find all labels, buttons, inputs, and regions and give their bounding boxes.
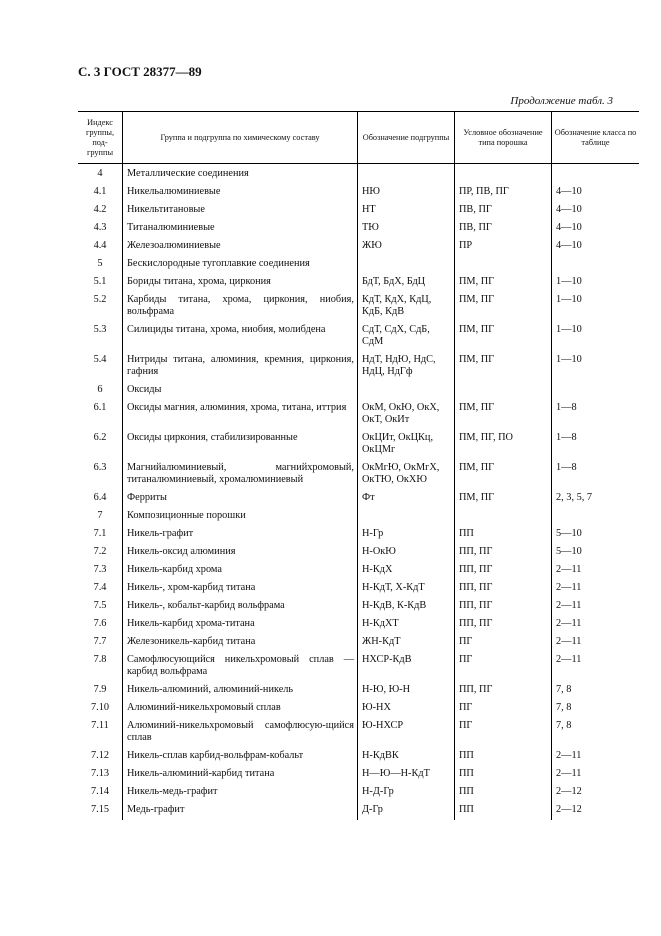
table-row	[78, 322, 639, 352]
row-subgroup-code: ОкМгЮ, ОкМгХ, ОкТЮ, ОкХЮ	[358, 460, 455, 490]
table-row	[78, 382, 639, 400]
row-index: 6.3	[93, 462, 107, 473]
row-subgroup-code: Н-Д-Гр	[358, 784, 455, 802]
row-powder-type: ПР, ПВ, ПГ	[455, 184, 552, 202]
row-subgroup-code: Н—Ю—Н-КдТ	[358, 766, 455, 784]
row-index: 7.8	[93, 654, 107, 665]
row-index: 7.11	[91, 720, 109, 731]
row-group-name: Композиционные порошки	[123, 508, 358, 526]
table-row	[78, 256, 639, 274]
row-class	[552, 256, 640, 274]
row-class: 2—11	[552, 580, 640, 598]
row-group-name: Бориды титана, хрома, циркония	[123, 274, 358, 292]
row-subgroup-code: КдТ, КдХ, КдЦ, КдБ, КдВ	[358, 292, 455, 322]
row-subgroup-code: Ю-НХСР	[358, 718, 455, 748]
row-powder-type	[455, 164, 552, 185]
row-group-name: Железоникель-карбид титана	[123, 634, 358, 652]
row-powder-type: ПП	[455, 802, 552, 820]
row-index: 7.12	[90, 750, 110, 761]
row-powder-type: ПП	[455, 766, 552, 784]
table-row	[78, 616, 639, 634]
row-group-name: Никель-медь-графит	[123, 784, 358, 802]
row-class: 1—10	[552, 292, 640, 322]
table-body	[78, 164, 639, 821]
row-group-name: Ферриты	[123, 490, 358, 508]
row-subgroup-code: Н-КдХТ	[358, 616, 455, 634]
row-index: 7.7	[93, 636, 107, 647]
row-index: 7.3	[93, 564, 107, 575]
row-powder-type: ПП	[455, 526, 552, 544]
table-row	[78, 748, 639, 766]
row-subgroup-code: Н-КдВ, К-КдВ	[358, 598, 455, 616]
row-subgroup-code: ОкЦИт, ОкЦКц, ОкЦМг	[358, 430, 455, 460]
row-subgroup-code: Фт	[358, 490, 455, 508]
row-group-name: Оксиды	[123, 382, 358, 400]
row-powder-type	[455, 508, 552, 526]
table-row	[78, 526, 639, 544]
row-index: 4	[97, 168, 103, 179]
table-row	[78, 490, 639, 508]
row-class: 7, 8	[552, 682, 640, 700]
table-row	[78, 508, 639, 526]
row-subgroup-code	[358, 256, 455, 274]
row-index: 4.3	[93, 222, 107, 233]
table-row	[78, 802, 639, 820]
table-row	[78, 430, 639, 460]
row-powder-type: ПП, ПГ	[455, 580, 552, 598]
row-group-name: Никель-, кобальт-карбид вольфрама	[123, 598, 358, 616]
row-group-name: Никель-алюминий-карбид титана	[123, 766, 358, 784]
row-class: 1—8	[552, 460, 640, 490]
row-class: 1—10	[552, 352, 640, 382]
row-subgroup-code	[358, 382, 455, 400]
row-powder-type: ПМ, ПГ	[455, 274, 552, 292]
table-row	[78, 652, 639, 682]
row-powder-type: ПГ	[455, 634, 552, 652]
row-index: 7.6	[93, 618, 107, 629]
row-subgroup-code: Н-Ю, Ю-Н	[358, 682, 455, 700]
row-powder-type: ПП, ПГ	[455, 682, 552, 700]
row-index: 6.2	[93, 432, 107, 443]
row-group-name: Металлические соединения	[123, 164, 358, 185]
row-class: 2—11	[552, 562, 640, 580]
row-index: 7	[97, 510, 103, 521]
row-index: 4.2	[93, 204, 107, 215]
row-powder-type: ПП	[455, 784, 552, 802]
col-header-class: Обозначение класса по таблице	[552, 112, 640, 164]
row-powder-type: ПМ, ПГ, ПО	[455, 430, 552, 460]
row-subgroup-code: Н-ОкЮ	[358, 544, 455, 562]
col-header-index: Индекс группы, под-группы	[78, 112, 123, 164]
row-group-name: Карбиды титана, хрома, циркония, ниобия, вольфрама	[123, 292, 358, 322]
row-subgroup-code	[358, 164, 455, 185]
row-class: 4—10	[552, 202, 640, 220]
col-header-group: Группа и подгруппа по химическому составу	[123, 112, 358, 164]
row-subgroup-code: НХСР-КдВ	[358, 652, 455, 682]
row-powder-type: ПП, ПГ	[455, 562, 552, 580]
col-header-subgroup-code: Обозначение подгруппы	[358, 112, 455, 164]
row-group-name: Оксиды магния, алюминия, хрома, титана, иттрия	[123, 400, 358, 430]
row-group-name: Самофлюсующийся никельхромовый сплав — карбид вольфрама	[123, 652, 358, 682]
row-group-name: Никель-графит	[123, 526, 358, 544]
row-index: 7.5	[93, 600, 107, 611]
row-powder-type	[455, 256, 552, 274]
table-row	[78, 562, 639, 580]
row-powder-type: ПП	[455, 748, 552, 766]
row-index: 7.1	[93, 528, 107, 539]
row-class: 2—12	[552, 802, 640, 820]
table-row	[78, 238, 639, 256]
row-group-name: Никель-, хром-карбид титана	[123, 580, 358, 598]
row-powder-type: ПП, ПГ	[455, 544, 552, 562]
row-index: 5.2	[93, 294, 107, 305]
row-class: 2—11	[552, 748, 640, 766]
row-class: 2—11	[552, 766, 640, 784]
row-group-name: Нитриды титана, алюминия, кремния, циркония, гафния	[123, 352, 358, 382]
row-subgroup-code: Н-Гр	[358, 526, 455, 544]
row-subgroup-code: ТЮ	[358, 220, 455, 238]
row-powder-type: ПГ	[455, 718, 552, 748]
row-class: 2—11	[552, 652, 640, 682]
row-powder-type: ПМ, ПГ	[455, 352, 552, 382]
table-row	[78, 202, 639, 220]
row-group-name: Никель-сплав карбид-вольфрам-кобальт	[123, 748, 358, 766]
row-index: 5	[97, 258, 103, 269]
row-class: 1—8	[552, 430, 640, 460]
row-group-name: Магнийалюминиевый, магнийхромовый, титаналюминиевый, хромалюминиевый	[123, 460, 358, 490]
row-subgroup-code: ЖЮ	[358, 238, 455, 256]
table-row	[78, 220, 639, 238]
table-row	[78, 184, 639, 202]
table-row	[78, 352, 639, 382]
row-powder-type: ПМ, ПГ	[455, 460, 552, 490]
row-powder-type: ПМ, ПГ	[455, 490, 552, 508]
page-header: С. 3 ГОСТ 28377—89	[78, 64, 202, 79]
table-row	[78, 400, 639, 430]
row-group-name: Никель-алюминий, алюминий-никель	[123, 682, 358, 700]
row-class: 2, 3, 5, 7	[552, 490, 640, 508]
row-group-name: Алюминий-никельхромовый самофлюсую-щийся сплав	[123, 718, 358, 748]
row-group-name: Никельтитановые	[123, 202, 358, 220]
row-subgroup-code: Н-КдТ, Х-КдТ	[358, 580, 455, 598]
row-subgroup-code: Ю-НХ	[358, 700, 455, 718]
row-class: 2—12	[552, 784, 640, 802]
row-powder-type: ПМ, ПГ	[455, 322, 552, 352]
row-index: 7.15	[90, 804, 110, 815]
row-index: 6.1	[93, 402, 107, 413]
table-row	[78, 718, 639, 748]
table-row	[78, 634, 639, 652]
row-index: 7.13	[90, 768, 110, 779]
table-row	[78, 784, 639, 802]
table-row	[78, 598, 639, 616]
row-class: 7, 8	[552, 718, 640, 748]
row-group-name: Оксиды циркония, стабилизированные	[123, 430, 358, 460]
row-class	[552, 382, 640, 400]
row-group-name: Силициды титана, хрома, ниобия, молибдена	[123, 322, 358, 352]
row-subgroup-code: НТ	[358, 202, 455, 220]
row-powder-type	[455, 382, 552, 400]
row-subgroup-code: Д-Гр	[358, 802, 455, 820]
row-index: 5.1	[93, 276, 107, 287]
row-subgroup-code: Н-КдВК	[358, 748, 455, 766]
row-group-name: Железоалюминиевые	[123, 238, 358, 256]
row-class: 4—10	[552, 220, 640, 238]
row-class: 5—10	[552, 544, 640, 562]
row-class: 5—10	[552, 526, 640, 544]
table-row	[78, 700, 639, 718]
table-row	[78, 460, 639, 490]
row-class: 7, 8	[552, 700, 640, 718]
classification-table	[78, 111, 639, 820]
row-subgroup-code: БдТ, БдХ, БдЦ	[358, 274, 455, 292]
row-index: 5.4	[93, 354, 107, 365]
table-continuation-note: Продолжение табл. 3	[510, 95, 613, 107]
row-group-name: Медь-графит	[123, 802, 358, 820]
row-powder-type: ПП, ПГ	[455, 598, 552, 616]
row-powder-type: ПМ, ПГ	[455, 292, 552, 322]
row-subgroup-code: ОкМ, ОкЮ, ОкХ, ОкТ, ОкИт	[358, 400, 455, 430]
row-index: 7.9	[93, 684, 107, 695]
row-index: 7.2	[93, 546, 107, 557]
row-powder-type: ПП, ПГ	[455, 616, 552, 634]
row-class: 2—11	[552, 616, 640, 634]
row-class: 4—10	[552, 184, 640, 202]
table-header-row	[78, 112, 639, 164]
table-row	[78, 766, 639, 784]
row-powder-type: ПМ, ПГ	[455, 400, 552, 430]
row-class: 1—10	[552, 274, 640, 292]
row-index: 6.4	[93, 492, 107, 503]
row-index: 7.10	[90, 702, 110, 713]
row-class: 2—11	[552, 598, 640, 616]
row-index: 7.14	[90, 786, 110, 797]
row-group-name: Никель-оксид алюминия	[123, 544, 358, 562]
row-group-name: Титаналюминиевые	[123, 220, 358, 238]
row-index: 4.1	[93, 186, 107, 197]
row-group-name: Никель-карбид хрома	[123, 562, 358, 580]
table-row	[78, 682, 639, 700]
row-class: 1—8	[552, 400, 640, 430]
row-class: 2—11	[552, 634, 640, 652]
row-group-name: Никельалюминиевые	[123, 184, 358, 202]
row-index: 7.4	[93, 582, 107, 593]
row-subgroup-code: НЮ	[358, 184, 455, 202]
row-index: 5.3	[93, 324, 107, 335]
col-header-powder-type: Условное обозначение типа порошка	[455, 112, 552, 164]
row-subgroup-code: НдТ, НдЮ, НдС, НдЦ, НдГф	[358, 352, 455, 382]
table-row	[78, 580, 639, 598]
row-powder-type: ПВ, ПГ	[455, 202, 552, 220]
table-row	[78, 274, 639, 292]
row-class	[552, 164, 640, 185]
row-subgroup-code: Н-КдХ	[358, 562, 455, 580]
row-class: 4—10	[552, 238, 640, 256]
row-group-name: Алюминий-никельхромовый сплав	[123, 700, 358, 718]
table-row	[78, 292, 639, 322]
row-powder-type: ПВ, ПГ	[455, 220, 552, 238]
table-row	[78, 544, 639, 562]
row-powder-type: ПР	[455, 238, 552, 256]
row-class: 1—10	[552, 322, 640, 352]
row-index: 4.4	[93, 240, 107, 251]
row-subgroup-code: ЖН-КдТ	[358, 634, 455, 652]
row-class	[552, 508, 640, 526]
table-row	[78, 164, 639, 185]
row-powder-type: ПГ	[455, 652, 552, 682]
row-group-name: Никель-карбид хрома-титана	[123, 616, 358, 634]
row-powder-type: ПГ	[455, 700, 552, 718]
row-group-name: Бескислородные тугоплавкие соединения	[123, 256, 358, 274]
row-subgroup-code: СдТ, СдХ, СдБ, СдМ	[358, 322, 455, 352]
row-subgroup-code	[358, 508, 455, 526]
row-index: 6	[97, 384, 103, 395]
